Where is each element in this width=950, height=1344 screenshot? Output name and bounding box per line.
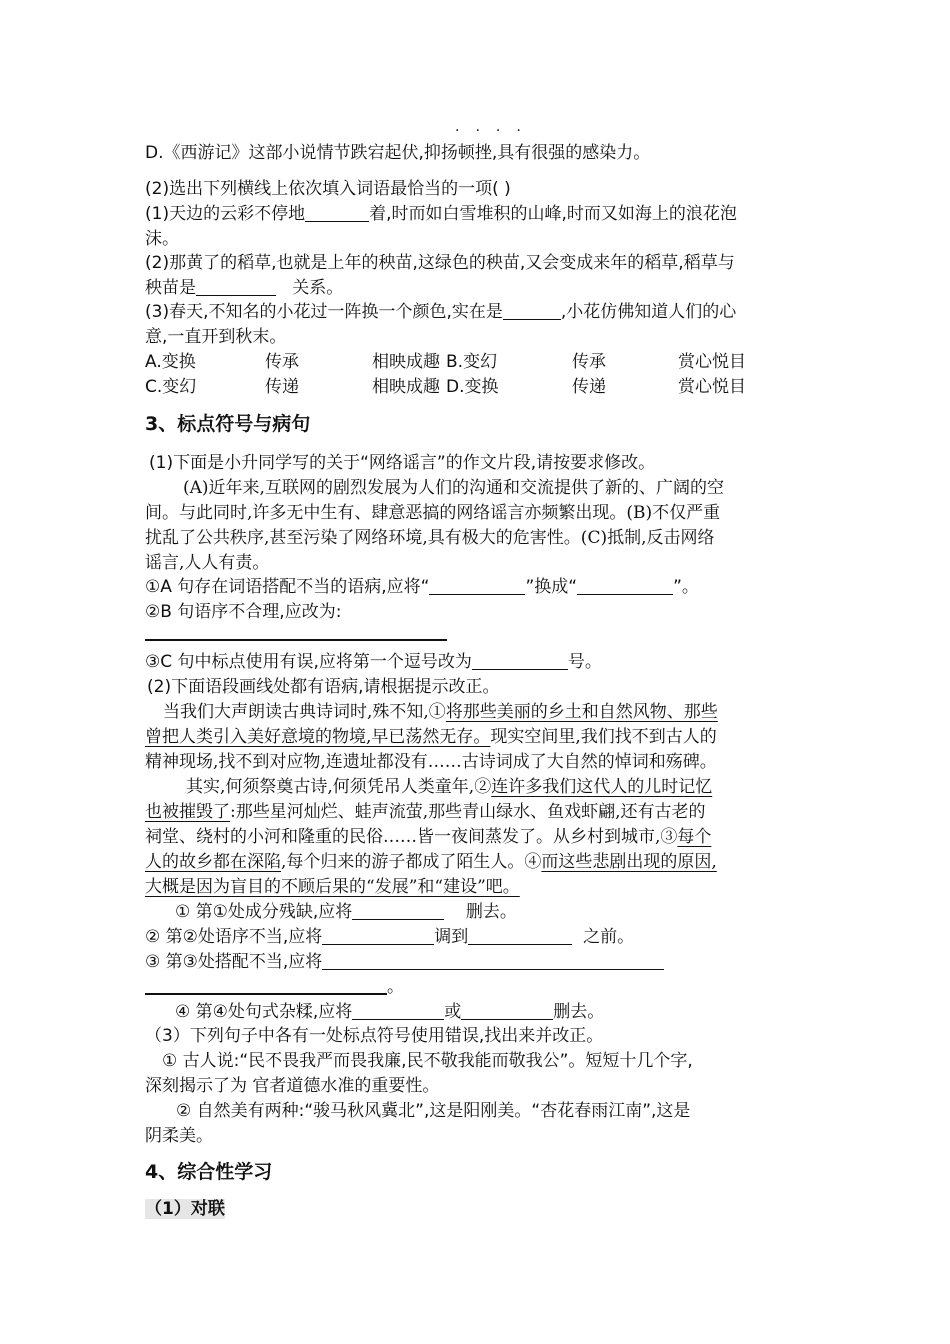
essay-line: 间。与此同时,许多无中生有、肆意恶搞的网络谣言亦频繁出现。(B)不仅严重 <box>145 503 721 523</box>
question-b: ②B 句语序不合理,应改为: <box>145 602 342 622</box>
option-cell: 传递 <box>572 377 606 397</box>
blank-2b-answer[interactable] <box>468 926 572 945</box>
emphasis-dots: ···· <box>455 123 537 139</box>
passage-line: 当我们大声朗读古典诗词时,殊不知,①将那些美丽的乡土和自然风物、那些 <box>163 702 718 722</box>
blank-4b-answer[interactable] <box>461 1001 553 1020</box>
option-cell: 赏心悦目 <box>678 352 746 372</box>
section-4-title: 4、综合性学习 <box>145 1161 273 1183</box>
q1-prompt: (1)下面是小升同学写的关于“网络谣言”的作文片段,请按要求修改。 <box>149 453 656 473</box>
q3-item-2-cont: 阴柔美。 <box>145 1126 213 1146</box>
essay-line: (A)近年来,互联网的剧烈发展为人们的沟通和交流提供了新的、广阔的空 <box>183 478 724 498</box>
sentence-1-cont: 沫。 <box>145 229 179 249</box>
sentence-2-line: (2)那黄了的稻草,也就是上年的秧苗,这绿色的秧苗,又会变成来年的稻草,稻草与 <box>145 253 735 273</box>
option-d-prev: D.《西游记》这部小说情节跌宕起伏,抑扬顿挫,具有很强的感染力。 <box>145 143 651 163</box>
essay-line: 扰乱了公共秩序,甚至污染了网络环境,具有极大的危害性。(C)抵制,反击网络 <box>145 528 715 548</box>
sentence-2-cont: 秧苗是 关系。 <box>145 278 344 298</box>
q2-prompt: (2)下面语段画线处都有语病,请根据提示改正。 <box>147 677 500 697</box>
blank-3-answer[interactable] <box>322 951 664 970</box>
blank-1[interactable] <box>305 203 369 222</box>
question-c: ③C 句中标点使用有误,应将第一个逗号改为 号。 <box>145 652 602 672</box>
blank-2[interactable] <box>196 277 276 296</box>
blank-3-answer-cont[interactable] <box>145 975 387 995</box>
option-cell: 传承 <box>265 352 299 372</box>
passage-line: 祠堂、绕村的小河和隆重的民俗……皆一夜间蒸发了。从乡村到城市,③每个 <box>145 827 712 847</box>
passage-line: 其实,何须祭奠古诗,何须凭吊人类童年,②连许多我们这代人的儿时记忆 <box>186 777 713 797</box>
blank-2a-answer[interactable] <box>322 926 434 945</box>
blank-a2[interactable] <box>577 576 673 595</box>
answer-3-cont: 。 <box>145 975 404 999</box>
option-a: A.变换 <box>145 352 196 372</box>
essay-line: 谣言,人人有责。 <box>145 553 270 573</box>
option-cell: 传递 <box>265 377 299 397</box>
section-3-title: 3、标点符号与病句 <box>145 413 311 435</box>
option-d: D.变换 <box>446 377 499 397</box>
blank-1-answer[interactable] <box>352 901 444 920</box>
word-choice-prompt: (2)选出下列横线上依次填入词语最恰当的一项( ) <box>145 179 511 199</box>
q3-prompt: （3）下列句子中各有一处标点符号使用错误,找出来并改正。 <box>145 1026 604 1046</box>
option-c: C.变幻 <box>145 377 197 397</box>
passage-line: 曾把人类引入美好意境的物境,早已荡然无存。现实空间里,我们找不到古人的 <box>145 727 717 747</box>
passage-line: 人的故乡都在深陷,每个归来的游子都成了陌生人。④而这些悲剧出现的原因, <box>145 852 717 872</box>
sentence-3-line: (3)春天,不知名的小花过一阵换一个颜色,实在是 ,小花仿佛知道人们的心 <box>145 302 737 322</box>
answer-2: ② 第②处语序不当,应将 调到 之前。 <box>145 927 635 947</box>
sentence-3-cont: 意,一直开到秋末。 <box>145 327 287 347</box>
answer-1: ① 第①处成分残缺,应将 删去。 <box>175 902 517 922</box>
blank-3[interactable] <box>503 301 561 320</box>
passage-line: 也被摧毁了:那些星河灿烂、蛙声流萤,那些青山绿水、鱼戏虾翩,还有古老的 <box>145 802 706 822</box>
answer-3: ③ 第③处搭配不当,应将 <box>145 950 664 974</box>
answer-line-b[interactable] <box>145 639 447 641</box>
q3-item-1-cont: 深刻揭示了为 官者道德水准的重要性。 <box>145 1076 440 1096</box>
passage-line: 精神现场,找不到对应物,连遗址都没有……古诗词成了大自然的悼词和殇碑。 <box>145 752 717 772</box>
option-cell: 传承 <box>572 352 606 372</box>
passage-line: 大概是因为盲目的不顾后果的“发展”和“建设”吧。 <box>145 877 520 897</box>
blank-4a-answer[interactable] <box>352 1001 444 1020</box>
option-cell: 赏心悦目 <box>678 377 746 397</box>
option-cell: 相映成趣 <box>372 352 440 372</box>
blank-c[interactable] <box>472 651 568 670</box>
couplet-subheading: （1）对联 <box>145 1199 225 1219</box>
option-b: B.变幻 <box>446 352 498 372</box>
blank-a1[interactable] <box>429 576 525 595</box>
sentence-1-line: (1)天边的云彩不停地 着,时而如白雪堆积的山峰,时而又如海上的浪花泡 <box>145 204 737 224</box>
answer-4: ④ 第④处句式杂糅,应将 或 删去。 <box>175 1002 605 1022</box>
option-cell: 相映成趣 <box>372 377 440 397</box>
q3-item-2: ② 自然美有两种:“骏马秋风冀北”,这是阳刚美。“杏花春雨江南”,这是 <box>176 1101 691 1121</box>
q3-item-1: ① 古人说:“民不畏我严而畏我廉,民不敬我能而敬我公”。短短十几个字, <box>162 1051 693 1071</box>
question-a: ①A 句存在词语搭配不当的语病,应将“ ”换成“ ”。 <box>145 577 699 597</box>
